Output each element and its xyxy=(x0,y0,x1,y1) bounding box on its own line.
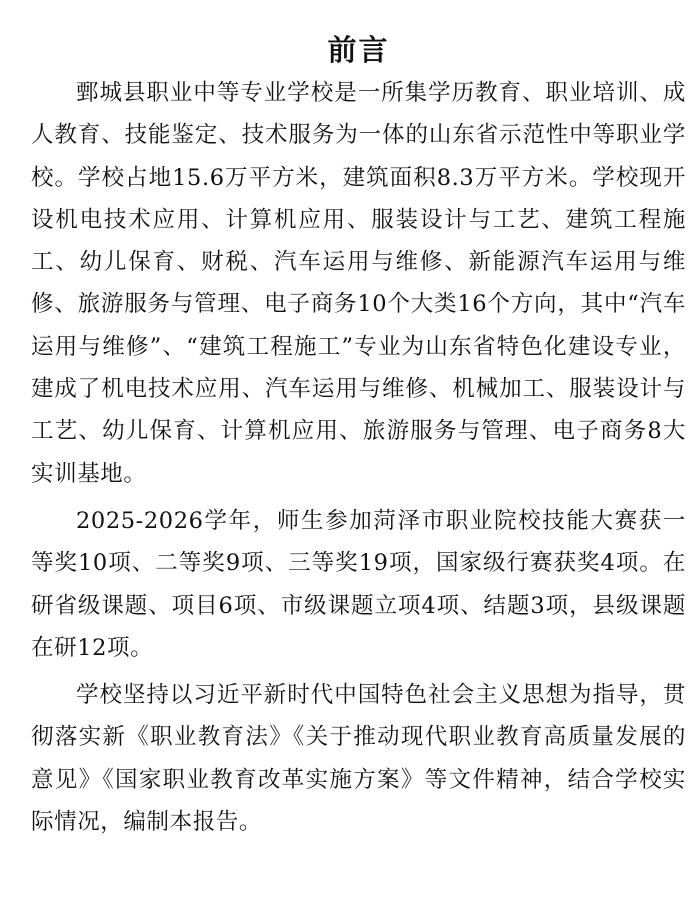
guidance-paragraph: 学校坚持以习近平新时代中国特色社会主义思想为指导，贯彻落实新《职业教育法》《关于推动现代职业教育高质量发展的意见》《国家职业教育改革实施方案》等文件精神，结合学校实际情况，编制本报告。 xyxy=(31,682,686,836)
page-title: 前言 xyxy=(327,33,390,67)
achievements-paragraph: 2025-2026学年，师生参加菏泽市职业院校技能大赛获一等奖10项、二等奖9项、三等奖19项，国家级行赛获奖4项。在研省级课题、项目6项、市级课题立项4项、结题3项，县级课题在研12项。 xyxy=(31,507,686,661)
intro-paragraph: 鄄城县职业中等专业学校是一所集学历教育、职业培训、成人教育、技能鉴定、技术服务为一体的山东省示范性中等职业学校。学校占地15.6万平方米，建筑面积8.3万平方米。学校现开设机电技术应用、计算机应用、服装设计与工艺、建筑工程施工、幼儿保育、财税、汽车运用与维修、新能源汽车运用与维修、旅游服务与管理、电子商务10个大类16个方向，其中“汽车运用与维修”、“建筑工程施工”专业为山东省特色化建设专业，建成了机电技术应用、汽车运用与维修、机械加工、服装设计与工艺、幼儿保育、计算机应用、旅游服务与管理、电子商务8大实训基地。 xyxy=(31,80,686,487)
